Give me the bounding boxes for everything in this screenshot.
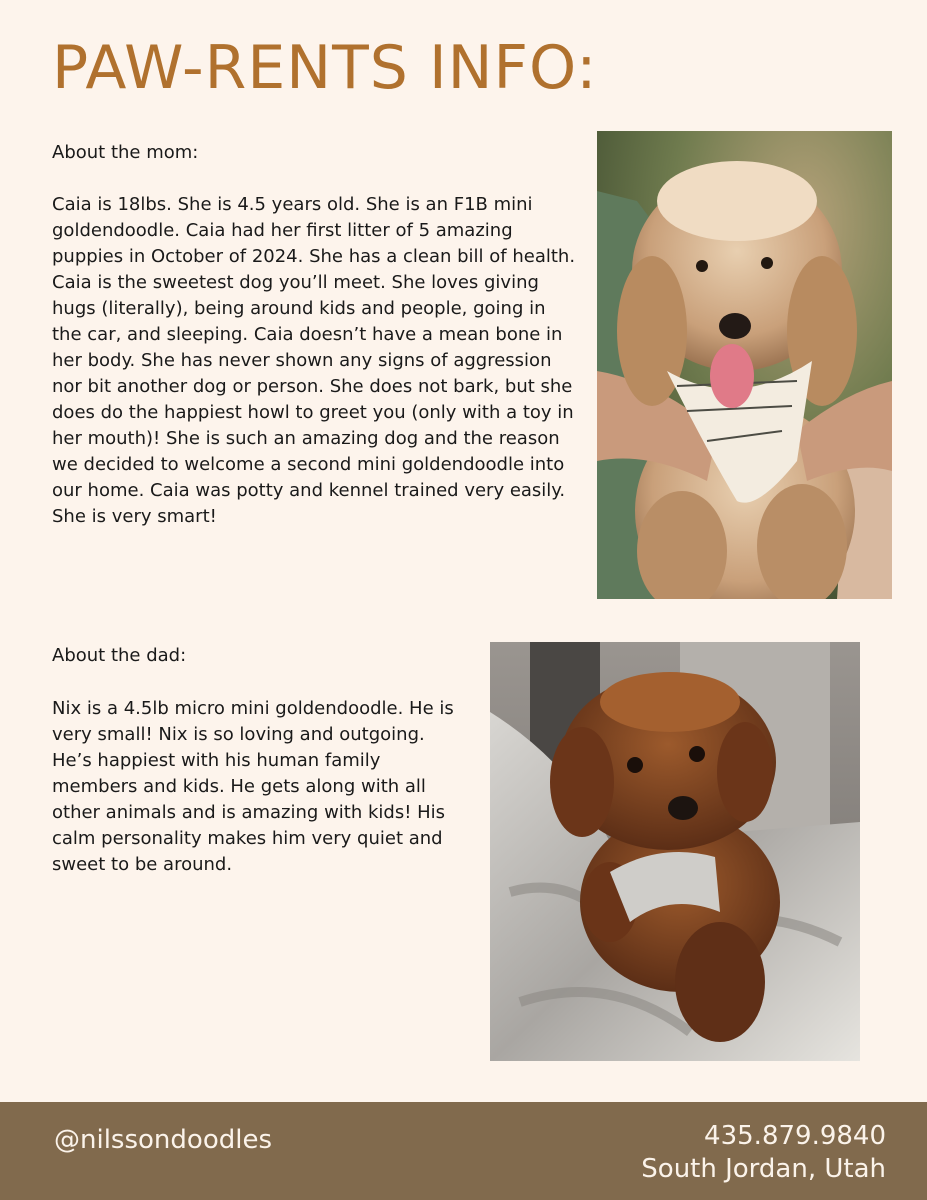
page-title: PAW-RENTS INFO: (52, 33, 598, 103)
dad-description: Nix is a 4.5lb micro mini goldendoodle. He is very small! Nix is so loving and outgoing. He’s happiest with his human family members and kids. He gets along with all other animals and is amazing with kids! His calm personality makes him very quiet and sweet to be around. (52, 698, 454, 875)
phone-number: 435.879.9840 (704, 1121, 886, 1151)
mom-section-label: About the mom: (52, 142, 199, 163)
mom-description: Caia is 18lbs. She is 4.5 years old. She is an F1B mini goldendoodle. Caia had her first litter of 5 amazing puppies in October of 2024. She has a clean bill of health. Caia is the sweetest dog you’ll meet. She loves giving hugs (literally), being around kids and people, going in the car, and sleeping. Caia doesn’t have a mean bone in her body. She has never shown any signs of aggression nor bit another dog or person. She does not bark, but she does do the happiest howl to greet you (only with a toy in her mouth)! She is such an amazing dog and the reason we decided to welcome a second mini goldendoodle into our home. Caia was potty and kennel trained very easily. She is very smart! (52, 194, 576, 527)
footer-bar (0, 1102, 927, 1200)
dad-dog-photo (490, 642, 860, 1061)
contact-info (641, 1120, 886, 1186)
mom-dog-photo (597, 131, 892, 599)
social-handle: @nilssondoodles (54, 1125, 272, 1155)
location: South Jordan, Utah (641, 1154, 886, 1184)
dad-section-label: About the dad: (52, 645, 187, 666)
